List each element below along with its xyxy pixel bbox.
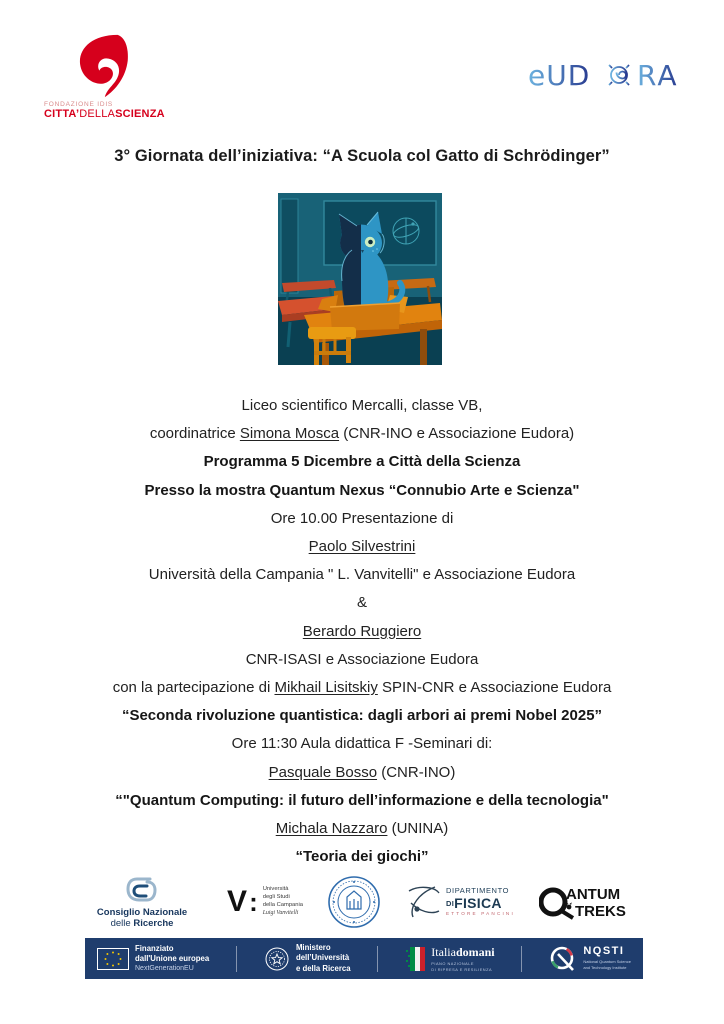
chalkboard	[324, 201, 436, 265]
cds-logo-line1: FONDAZIONE IDIS	[44, 101, 114, 108]
eudora-sun-icon	[605, 61, 633, 89]
vanvitelli-colon: :	[249, 887, 258, 917]
cardboard-box-front	[330, 303, 400, 331]
program-line: Paolo Silvestrini	[308, 538, 416, 556]
vanvitelli-text: Università degli Studi della Campania Luigi Vanvitelli	[262, 886, 304, 916]
program-line: Ore 10.00 Presentazione di	[270, 509, 454, 527]
program-line: Programma 5 Dicembre a Città della Scienza	[203, 453, 521, 471]
cds-logo-line2: CITTA’DELLASCIENZA	[44, 108, 165, 120]
program-line: &	[356, 594, 367, 612]
program-line: “"Quantum Computing: il futuro dell’informazione e della tecnologia"	[115, 791, 609, 809]
program-line: Liceo scientifico Mercalli, classe VB,	[241, 397, 483, 414]
vanvitelli-v-mark: V	[227, 885, 248, 918]
program-line: “Teoria dei giochi”	[295, 848, 429, 866]
cnr-logo	[81, 875, 203, 929]
program-line: Università della Campania " L. Vanvitelli" e Associazione Eudora	[148, 566, 576, 584]
partner-logos-row	[0, 869, 724, 935]
citta-della-scienza-swoosh-icon	[74, 33, 132, 99]
eu-funding-text: Finanziato dall'Unione europea NextGenerationEU	[135, 943, 210, 973]
eu-funding-block	[97, 944, 209, 973]
tiny-cat-icon	[566, 902, 572, 909]
program-line: Presso la mostra Quantum Nexus “Connubio Arte e Scienza"	[144, 481, 580, 499]
program-line: CNR-ISASI e Associazione Eudora	[245, 650, 479, 668]
eu-flag-icon	[97, 948, 129, 970]
program-line: Pasquale Bosso (CNR-INO)	[268, 763, 456, 781]
italiadomani-block	[405, 945, 494, 972]
bar-divider	[236, 946, 237, 972]
page-title: 3° Giornata dell’iniziativa: “A Scuola col Gatto di Schrödinger”	[114, 147, 610, 165]
eudora-text-right: RA	[637, 59, 679, 92]
ministero-text: Ministero dell’Università e della Ricerca	[295, 943, 351, 973]
funding-bar	[85, 938, 643, 979]
eudora-text-left: eUD	[528, 59, 591, 92]
italy-emblem-icon	[264, 946, 290, 972]
nqsti-block	[549, 945, 631, 973]
cnr-name-line2: delle Ricerche	[110, 918, 174, 929]
quantum-treks-top-text: ANTUM	[565, 886, 621, 903]
italiadomani-flag-icon	[405, 946, 425, 972]
program-line: “Seconda rivoluzione quantistica: dagli arbori ai premi Nobel 2025”	[121, 707, 603, 725]
program-lines	[0, 392, 724, 871]
schrodinger-cat-classroom-illustration	[278, 193, 442, 365]
unina-federico-ii-seal-icon	[327, 875, 381, 929]
quantum-treks-bottom-text: TREKS	[574, 903, 626, 920]
bar-divider	[521, 946, 522, 972]
program-line: Ore 11:30 Aula didattica F -Seminari di:	[231, 735, 493, 753]
cnr-spiral-icon	[125, 875, 159, 905]
bar-divider	[377, 946, 378, 972]
ministero-block	[264, 943, 351, 973]
program-line: Michala Nazzaro (UNINA)	[275, 820, 449, 838]
cnr-name-line1: Consiglio Nazionale	[96, 907, 188, 918]
citta-della-scienza-logo	[44, 33, 174, 120]
classroom-door	[281, 199, 298, 293]
fisica-text: DIPARTIMENTO DIFISICA ETTORE PANCINI	[446, 886, 515, 916]
vanvitelli-logo	[227, 886, 303, 917]
nqsti-q-icon	[549, 945, 577, 973]
quantum-treks-logo	[539, 882, 643, 922]
atom-sketch-icon	[405, 883, 443, 921]
program-line: coordinatrice Simona Mosca (CNR-INO e Associazione Eudora)	[149, 425, 575, 443]
program-line: con la partecipazione di Mikhail Lisitskiy SPIN-CNR e Associazione Eudora	[112, 679, 612, 697]
italiadomani-text: Italiadomani PIANO NAZIONALE DI RIPRESA E RESILIENZA	[431, 945, 495, 972]
nqsti-text: NQSTI National Quantum Science and Technology Institute	[583, 945, 631, 970]
program-line: Berardo Ruggiero	[302, 622, 422, 640]
eudora-logo	[528, 54, 700, 96]
dipartimento-fisica-logo	[405, 883, 515, 921]
